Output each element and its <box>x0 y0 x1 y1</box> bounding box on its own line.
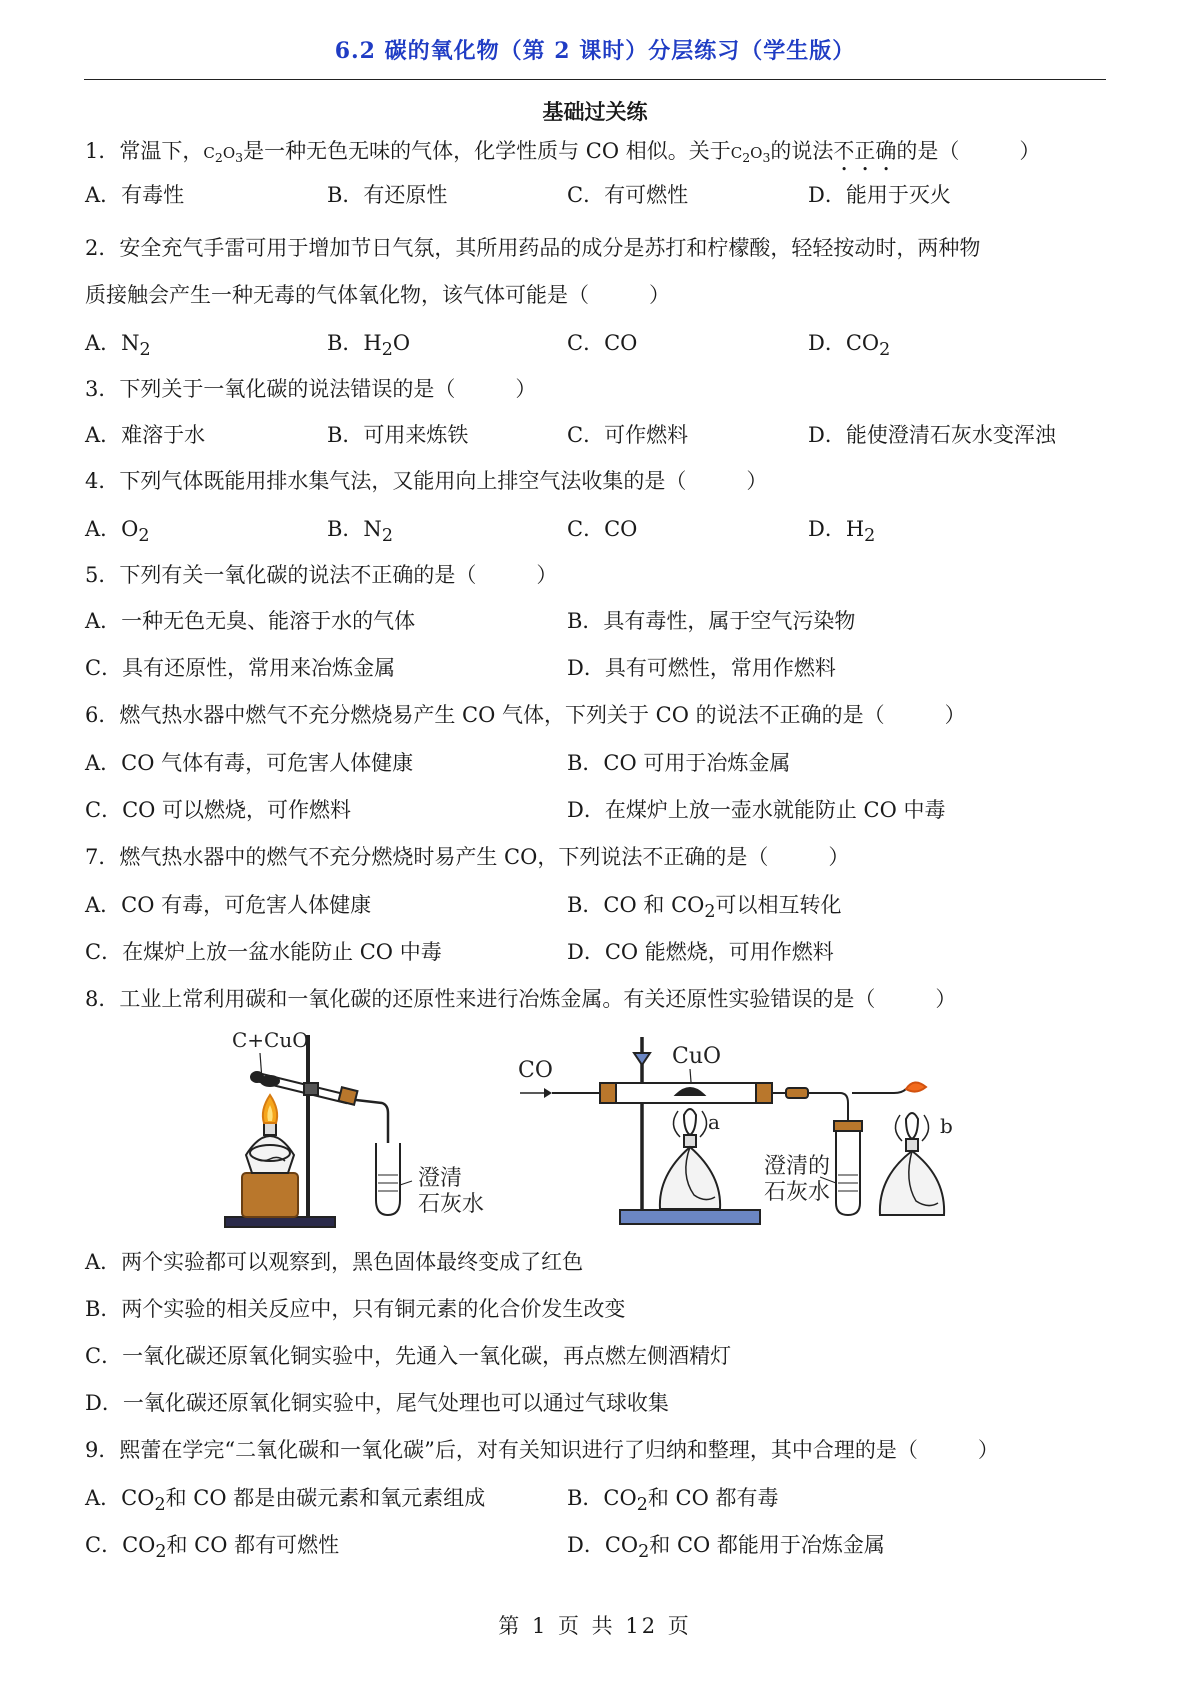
right-limewater-label-1: 澄清的 <box>764 1154 831 1179</box>
q8-option-d: D．一氧化碳还原氧化铜实验中，尾气处理也可以通过气球收集 <box>85 1391 669 1415</box>
label-a: a <box>708 1110 720 1134</box>
q1-option-c: C．有可燃性 <box>567 183 689 207</box>
c-cuo-label: C+CuO <box>232 1028 309 1052</box>
formula: $C_2O_3$ <box>203 144 244 165</box>
question-2: 2．安全充气手雷可用于增加节日气氛，其所用药品的成分是苏打和柠檬酸，轻轻按动时，两种物 <box>85 236 981 260</box>
q1-option-b: B．有还原性 <box>327 183 448 207</box>
header-divider <box>84 79 1106 80</box>
q7-option-c: C．在煤炉上放一盆水能防止 CO 中毒 <box>85 940 442 964</box>
carbon-reduction-apparatus <box>225 1028 484 1227</box>
q6-option-d: D．在煤炉上放一壶水就能防止 CO 中毒 <box>567 798 946 822</box>
question-text: 常温下， <box>119 139 204 163</box>
q8-option-a: A．两个实验都可以观察到，黑色固体最终变成了红色 <box>85 1250 584 1274</box>
q1-option-a: A．有毒性 <box>85 183 185 207</box>
answer-paren: ） <box>1019 139 1041 163</box>
q9-option-a: A．$CO_2$和 CO 都是由碳元素和氧元素组成 <box>85 1486 486 1516</box>
question-text: 的说法 <box>770 139 834 163</box>
q8-option-c: C．一氧化碳还原氧化铜实验中，先通入一氧化碳，再点燃左侧酒精灯 <box>85 1344 732 1368</box>
q2-option-c: C．CO <box>567 331 638 355</box>
q3-option-d: D．能使澄清石灰水变浑浊 <box>808 423 1056 447</box>
q1-option-d: D．能用于灭火 <box>808 183 951 207</box>
question-4: 4．下列气体既能用排水集气法，又能用向上排空气法收集的是（ ） <box>85 469 768 493</box>
section-title: 基础过关练 <box>542 99 648 124</box>
q9-option-c: C．$CO_2$和 CO 都有可燃性 <box>85 1533 340 1563</box>
emphasis-text: 不正确 <box>833 139 897 163</box>
q2-option-b: B．$H_2O$ <box>327 331 411 361</box>
q3-option-a: A．难溶于水 <box>85 423 206 447</box>
q7-option-d: D．CO 能燃烧，可用作燃料 <box>567 940 834 964</box>
question-3: 3．下列关于一氧化碳的说法错误的是（ ） <box>85 377 537 401</box>
q5-option-c: C．具有还原性，常用来冶炼金属 <box>85 656 396 680</box>
q3-option-b: B．可用来炼铁 <box>327 423 469 447</box>
q6-option-a: A．CO 气体有毒，可危害人体健康 <box>85 751 414 775</box>
question-9: 9．熙蕾在学完“二氧化碳和一氧化碳”后，对有关知识进行了归纳和整理，其中合理的是（ ） <box>85 1438 999 1462</box>
question-5: 5．下列有关一氧化碳的说法不正确的是（ ） <box>85 563 558 587</box>
experiment-figure <box>200 1025 1000 1235</box>
q2-option-d: D．$CO_2$ <box>808 331 891 361</box>
question-text: 的是（ <box>896 139 960 163</box>
question-1 <box>85 137 1040 176</box>
question-8: 8．工业上常利用碳和一氧化碳的还原性来进行冶炼金属。有关还原性实验错误的是（ ） <box>85 987 957 1011</box>
q4-option-c: C．CO <box>567 517 638 541</box>
co-label: CO <box>518 1058 553 1083</box>
question-7: 7．燃气热水器中的燃气不充分燃烧时易产生 CO，下列说法不正确的是（ ） <box>85 845 850 869</box>
q7-option-b: B．CO 和 $CO_2$可以相互转化 <box>567 893 842 923</box>
limewater-label-1: 澄清 <box>418 1166 463 1191</box>
cuo-label: CuO <box>672 1044 722 1069</box>
question-6: 6．燃气热水器中燃气不充分燃烧易产生 CO 气体，下列关于 CO 的说法不正确的是（ ） <box>85 703 966 727</box>
q9-option-d: D．$CO_2$和 CO 都能用于冶炼金属 <box>567 1533 885 1563</box>
q4-option-a: A．$O_2$ <box>85 517 150 547</box>
q6-option-c: C．CO 可以燃烧，可作燃料 <box>85 798 352 822</box>
question-2-line-2: 质接触会产生一种无毒的气体氧化物，该气体可能是（ ） <box>85 283 670 307</box>
label-b: b <box>940 1114 953 1138</box>
q7-option-a: A．CO 有毒，可危害人体健康 <box>85 893 372 917</box>
q6-option-b: B．CO 可用于冶炼金属 <box>567 751 791 775</box>
question-text: 是一种无色无味的气体，化学性质与 CO 相似。关于 <box>243 139 731 163</box>
q8-option-b: B．两个实验的相关反应中，只有铜元素的化合价发生改变 <box>85 1297 626 1321</box>
q5-option-b: B．具有毒性，属于空气污染物 <box>567 609 856 633</box>
q5-option-a: A．一种无色无臭、能溶于水的气体 <box>85 609 416 633</box>
formula: $C_2O_3$ <box>730 144 771 165</box>
limewater-label-2: 石灰水 <box>418 1192 485 1217</box>
q4-option-b: B．$N_2$ <box>327 517 393 547</box>
q9-option-b: B．$CO_2$和 CO 都有毒 <box>567 1486 779 1516</box>
right-limewater-label-2: 石灰水 <box>764 1180 831 1205</box>
question-number: 1． <box>85 139 120 163</box>
co-reduction-apparatus <box>518 1037 953 1224</box>
q3-option-c: C．可作燃料 <box>567 423 689 447</box>
page-header-title: 6.2 碳的氧化物（第 2 课时）分层练习（学生版） <box>334 38 856 64</box>
q5-option-d: D．具有可燃性，常用作燃料 <box>567 656 836 680</box>
page-footer: 第 1 页 共 12 页 <box>498 1614 692 1638</box>
q4-option-d: D．$H_2$ <box>808 517 876 547</box>
q2-option-a: A．$N_2$ <box>85 331 151 361</box>
